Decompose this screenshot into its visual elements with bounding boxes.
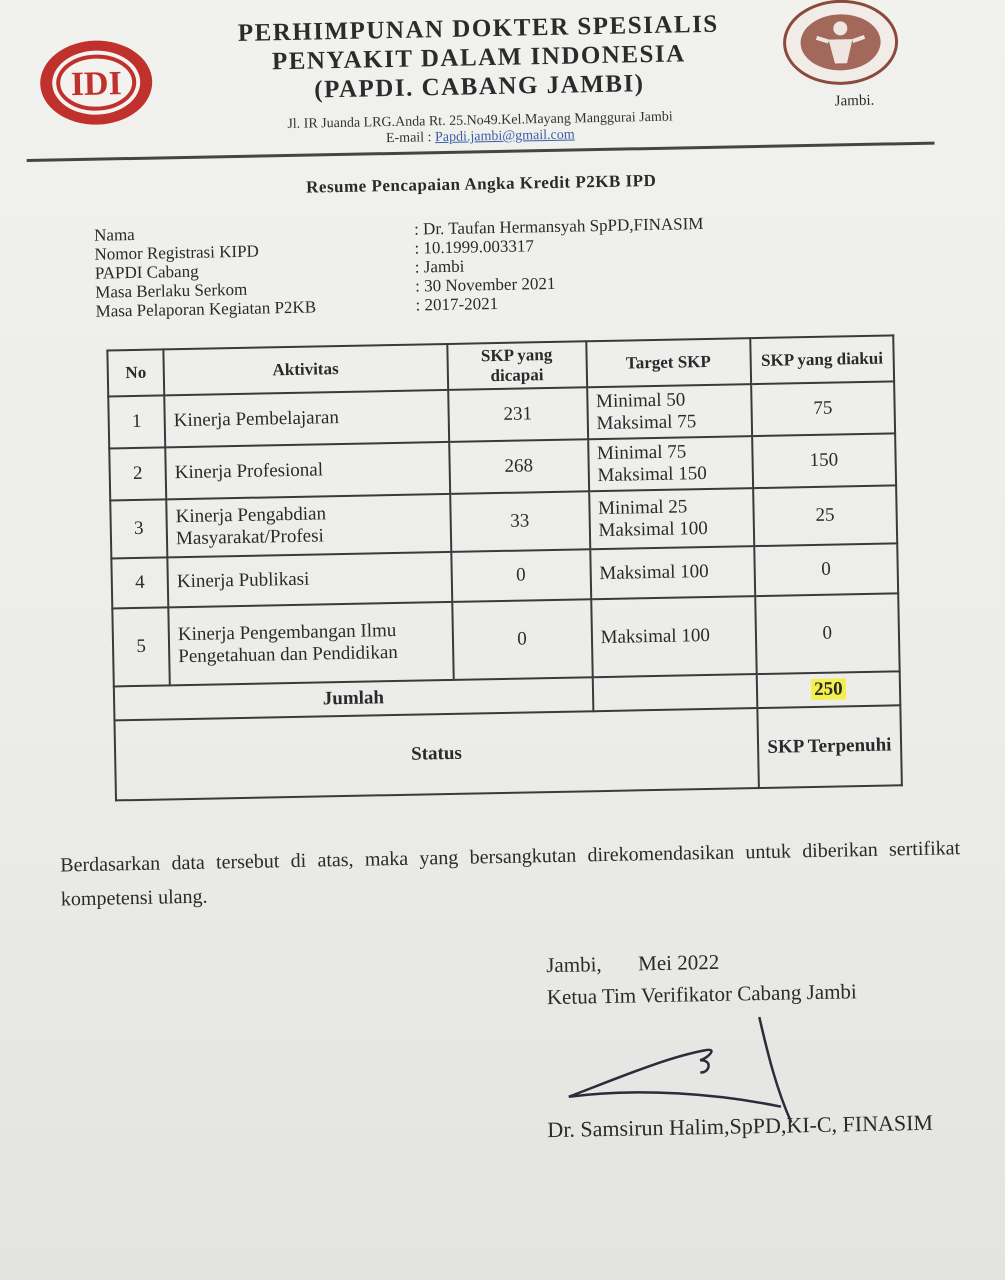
cell-diakui: 150 bbox=[752, 433, 896, 488]
cell-diakui: 75 bbox=[751, 381, 895, 436]
table-row bbox=[112, 593, 899, 686]
cell-target bbox=[590, 546, 755, 599]
cell-target bbox=[589, 488, 754, 549]
total-label: Jumlah bbox=[114, 677, 593, 720]
info-value: : Jambi bbox=[414, 256, 465, 277]
cell-diakui: 25 bbox=[753, 485, 897, 546]
skp-table bbox=[106, 334, 903, 801]
email-link[interactable]: Papdi.jambi@gmail.com bbox=[434, 127, 575, 146]
cell-dicapai: 231 bbox=[448, 387, 588, 442]
cell-aktivitas: Kinerja Pembelajaran bbox=[164, 390, 448, 447]
cell-no: 2 bbox=[109, 447, 166, 500]
identity-info bbox=[94, 212, 796, 320]
target-max: Maksimal 100 bbox=[600, 624, 711, 649]
sign-date: Mei 2022 bbox=[637, 949, 720, 976]
letterhead bbox=[168, 8, 790, 151]
info-label: Nama bbox=[93, 224, 135, 245]
cell-target bbox=[588, 436, 753, 491]
info-label: Masa Berlaku Serkom bbox=[95, 279, 248, 302]
info-value: : 10.1999.003317 bbox=[414, 236, 535, 258]
document-title: Resume Pencapaian Angka Kredit P2KB IPD bbox=[305, 170, 657, 197]
sign-city: Jambi, bbox=[546, 952, 602, 978]
status-row bbox=[114, 705, 901, 800]
org-name-line3: (PAPDI. CABANG JAMBI) bbox=[313, 70, 645, 104]
email-label: E-mail : bbox=[385, 130, 432, 147]
cell-aktivitas: Kinerja Pengembangan Ilmu Pengetahuan dan Pendidikan bbox=[168, 602, 453, 685]
cell-dicapai: 268 bbox=[449, 439, 589, 494]
col-header-no: No bbox=[107, 349, 164, 396]
total-value-cell bbox=[756, 671, 900, 708]
cell-dicapai: 0 bbox=[451, 549, 591, 602]
target-min: Minimal 75 bbox=[596, 441, 687, 465]
signature-block bbox=[546, 941, 987, 1013]
cell-target bbox=[587, 384, 752, 439]
org-name-line1: PERHIMPUNAN DOKTER SPESIALIS bbox=[237, 10, 719, 47]
info-value: : 30 November 2021 bbox=[415, 273, 556, 296]
info-label: Nomor Registrasi KIPD bbox=[94, 241, 259, 264]
target-max: Maksimal 100 bbox=[599, 560, 709, 585]
col-header-aktivitas: Aktivitas bbox=[163, 344, 447, 395]
sign-role: Ketua Tim Verifikator Cabang Jambi bbox=[546, 979, 857, 1010]
recommendation-paragraph: Berdasarkan data tersebut di atas, maka yang bersangkutan direkomendasikan untuk diberikan sertifikat kompetensi ulang. bbox=[60, 837, 961, 911]
target-min: Minimal 25 bbox=[597, 496, 688, 520]
cell-target bbox=[591, 596, 757, 677]
info-label: Masa Pelaporan Kegiatan P2KB bbox=[95, 297, 317, 321]
papdi-seal-logo bbox=[780, 0, 902, 88]
handwritten-signature bbox=[557, 1014, 809, 1129]
cell-dicapai: 0 bbox=[452, 599, 593, 680]
cell-no: 3 bbox=[110, 499, 167, 558]
col-header-target: Target SKP bbox=[586, 338, 751, 387]
target-max: Maksimal 75 bbox=[596, 411, 697, 435]
cell-diakui: 0 bbox=[755, 593, 900, 674]
col-header-diakui: SKP yang diakui bbox=[750, 335, 894, 384]
target-max: Maksimal 100 bbox=[598, 517, 708, 542]
cell-no: 1 bbox=[108, 395, 165, 448]
total-value: 250 bbox=[811, 678, 846, 700]
status-label: Status bbox=[114, 708, 758, 800]
info-value: : Dr. Taufan Hermansyah SpPD,FINASIM bbox=[413, 214, 704, 239]
target-min: Minimal 50 bbox=[595, 389, 686, 413]
cell-no: 5 bbox=[112, 607, 170, 686]
cell-aktivitas: Kinerja Profesional bbox=[165, 442, 449, 499]
col-header-dicapai: SKP yang dicapai bbox=[447, 341, 587, 390]
info-value: : 2017-2021 bbox=[415, 293, 499, 315]
idi-logo-text: IDI bbox=[70, 65, 123, 104]
signer-name: Dr. Samsirun Halim,SpPD,KI-C, FINASIM bbox=[547, 1109, 934, 1143]
cell-dicapai: 33 bbox=[450, 491, 590, 552]
info-label: PAPDI Cabang bbox=[94, 261, 199, 283]
cell-no: 4 bbox=[111, 557, 168, 608]
cell-aktivitas: Kinerja Pengabdian Masyarakat/Profesi bbox=[166, 494, 451, 557]
org-name-line2: PENYAKIT DALAM INDONESIA bbox=[271, 40, 686, 76]
idi-logo bbox=[36, 37, 156, 129]
cell-diakui: 0 bbox=[754, 543, 898, 596]
org-address: Jl. IR Juanda LRG.Anda Rt. 25.No49.Kel.Mayang Manggurai Jambi bbox=[287, 109, 673, 132]
cell-aktivitas: Kinerja Publikasi bbox=[167, 552, 451, 607]
target-max: Maksimal 150 bbox=[597, 463, 707, 487]
header-city: Jambi. bbox=[834, 92, 875, 110]
total-empty-cell bbox=[592, 674, 757, 711]
status-value: SKP Terpenuhi bbox=[757, 705, 902, 788]
